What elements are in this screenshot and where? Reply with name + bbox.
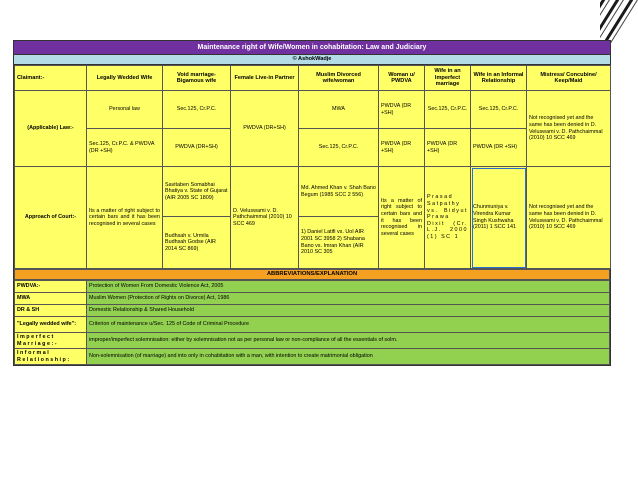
law-cell: PWDVA (DR +SH)	[425, 129, 471, 167]
court-cell: Budhsah v. Urmila Budhsah Godse (AIR 2014 SC 869)	[163, 217, 231, 269]
law-label: (Applicable) Law:-	[15, 91, 87, 167]
abbr-term: DR & SH	[15, 305, 87, 317]
abbr-row	[15, 349, 610, 365]
document-title: Maintenance right of Wife/Women in cohabitation: Law and Judiciary	[14, 41, 610, 55]
abbr-row	[15, 305, 610, 317]
header-row	[15, 66, 611, 91]
court-cell: D. Veluswami v. D. Pathchaimmal (2010) 10 SCC 469	[231, 167, 299, 269]
court-row-1	[15, 167, 611, 217]
court-cell: Its a matter of right subject to certain bars and it has been recognised in several cases	[379, 167, 425, 269]
abbr-term: PWDVA:-	[15, 281, 87, 293]
col-informal-relationship: Wife in an Informal Relationship	[471, 66, 527, 91]
abbr-row	[15, 293, 610, 305]
claimant-label: Claimant:-	[15, 66, 87, 91]
law-cell: MWA	[299, 91, 379, 129]
abbr-row	[15, 281, 610, 293]
law-cell: PWDVA (DR +SH)	[379, 129, 425, 167]
law-cell: Sec.125, Cr.P.C.	[163, 91, 231, 129]
document-sheet	[13, 40, 611, 366]
col-muslim-divorced: Muslim Divorced wife/woman	[299, 66, 379, 91]
col-mistress: Mistress/ Concubine/ Keep/Maid	[527, 66, 611, 91]
col-void-marriage: Void marriage-Bigamous wife	[163, 66, 231, 91]
col-live-in-partner: Female Live-in Partner	[231, 66, 299, 91]
law-cell: Sec.125, Cr.P.C. & PWDVA (DR +SH)	[87, 129, 163, 167]
abbr-term: Imperfect Marriage:-	[15, 333, 87, 349]
court-cell: Md. Ahmed Khan v. Shah Bano Begum (1985 SCC 2 556)	[299, 167, 379, 217]
abbr-definition: Domestic Relationship & Shared Household	[87, 305, 610, 317]
col-woman-pwdva: Woman u/ PWDVA	[379, 66, 425, 91]
author-credit: © AshokWadje	[14, 55, 610, 65]
abbr-term: "Legally wedded wife":	[15, 317, 87, 333]
law-cell: Sec.125, Cr.P.C.	[471, 91, 527, 129]
abbreviations-table	[14, 280, 610, 365]
court-cell: Prasad Satpathy vs. Bidyut Prawa Dixit (Cr. L.J. 2000 (1) SC 1	[425, 167, 471, 269]
court-cell: Savitaben Somabhai Bhatiya v. State of Gujarat (AIR 2005 SC 1809)	[163, 167, 231, 217]
law-cell: PWDVA (DR +SH)	[471, 129, 527, 167]
law-cell: PWDVA (DR+SH)	[231, 91, 299, 167]
court-label: Approach of Court:-	[15, 167, 87, 269]
abbr-term: Informal Relationship:	[15, 349, 87, 365]
court-cell: 1) Daniel Latifi vs. UoI AIR 2001 SC 3958 2) Shabana Bano vs. Imran Khan (AIR 2010 SC 305	[299, 217, 379, 269]
court-cell-selected[interactable]: Chunmuniya v. Virendra Kumar Singh Kushwaha (2011) 1 SCC 141	[471, 167, 527, 269]
law-row-1	[15, 91, 611, 129]
law-row-2	[15, 129, 611, 167]
abbr-definition: Non-solemnisation (of marriage) and into only in cohabitation with a man, with intention to create matrimonial obligation	[87, 349, 610, 365]
law-cell: Sec.125, Cr.P.C.	[299, 129, 379, 167]
court-cell: Its a matter of right subject to certain bars and it has been recognised in several cases	[87, 167, 163, 269]
law-cell: PWDVA (DR+SH)	[163, 129, 231, 167]
law-cell: Sec.125, Cr.P.C.	[425, 91, 471, 129]
abbr-definition: improper/imperfect solemnisation: either by solemnisation not as per personal law or non-compliance of all the essentials of solm.	[87, 333, 610, 349]
abbr-definition: Criterion of maintenance u/Sec. 125 of Code of Criminal Procedure	[87, 317, 610, 333]
abbr-definition: Protection of Women From Domestic Violence Act, 2005	[87, 281, 610, 293]
abbr-term: MWA	[15, 293, 87, 305]
col-imperfect-marriage: Wife in an Imperfect marriage	[425, 66, 471, 91]
law-cell: Not recognised yet and the same has been denied in D. Veluswami v. D. Pathchaimmal (2010) 10 SCC 469	[527, 91, 611, 167]
law-cell: PWDVA (DR +SH)	[379, 91, 425, 129]
abbr-row	[15, 317, 610, 333]
court-cell: Not recognised yet and the same has been denied in D. Veluswami v. D. Pathchaimmal (2010) 10 SCC 469	[527, 167, 611, 269]
abbreviations-title: ABBREVIATIONS/EXPLANATION	[14, 269, 610, 280]
abbr-row	[15, 333, 610, 349]
col-legally-wedded-wife: Legally Wedded Wife	[87, 66, 163, 91]
law-cell: Personal law	[87, 91, 163, 129]
comparison-table	[14, 65, 611, 269]
abbr-definition: Muslim Women (Protection of Rights on Divorce) Act, 1986	[87, 293, 610, 305]
